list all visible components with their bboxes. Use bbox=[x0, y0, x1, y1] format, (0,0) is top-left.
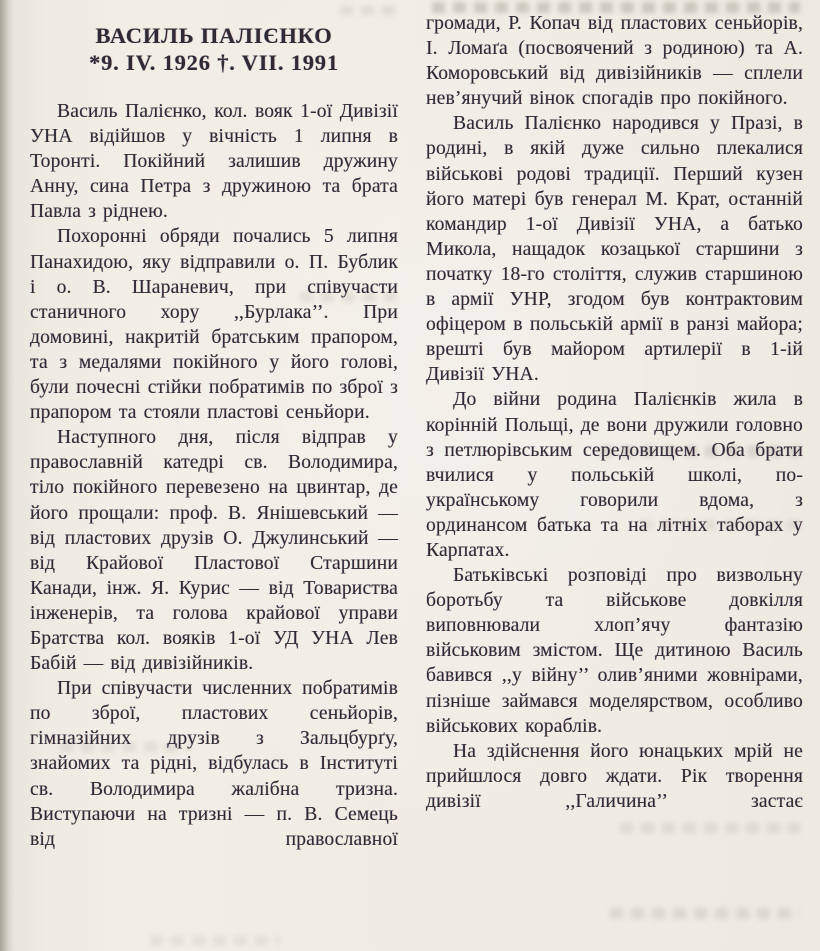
paragraph: При співучасти численних побратимів по зброї, пластових сеньйорів, гімназійних друзів з Зальцбурґу, знайомих та рідні, відбулась в Інституті св. Володимира жалібна тризна. Виступаючи на тризні — п. В. Семець від православної bbox=[30, 678, 398, 850]
paragraph: Василь Палієнко народився у Празі, в родині, в якій дуже сильно плекалися військові родові традиції. Перший кузен його матері був генерал М. Крат, останній командир 1-ої Дивізії УНА, а батько Микола, нащадок козацької старшини з початку 18-го століття, служив старшиною в армії УНР, згодом був контрактовим офіцером в польській армії в ранзі майора; врешті був майором артилерії в 1-ій Дивізії УНА. bbox=[426, 113, 803, 386]
paragraph: До війни родина Палієнків жила в корінній Польщі, де вони дружили головно з петлюрівським середовищем. Оба брати вчилися у польській школі, по-українському говорили вдома, з ординансом батька та на літніх таборах у Карпатах. bbox=[426, 389, 803, 561]
right-column-text bbox=[426, 11, 803, 814]
paragraph: На здійснення його юнацьких мрій не прийшлося довго ждати. Рік творення дивізії ,,Галичина’’ застає bbox=[426, 740, 803, 812]
deceased-name: ВАСИЛЬ ПАЛІЄНКО bbox=[95, 23, 333, 48]
right-column bbox=[426, 11, 803, 814]
page-spine-shadow bbox=[0, 0, 14, 951]
bleed-through-artifact bbox=[620, 823, 800, 833]
paragraph: Наступного дня, після відправ у православній катедрі св. Володимира, тіло покійного перевезено на цвинтар, де його прощали: проф. В. Янішевський — від пластових друзів О. Джулинський — від Крайової Пластової Старшини Канади, інж. Я. Курис — від Товариства інженерів, та голова крайової управи Братства кол. вояків 1-ої УД УНА Лев Бабій — від дивізійників. bbox=[30, 427, 398, 675]
left-column bbox=[30, 22, 398, 852]
left-column-text bbox=[30, 99, 398, 852]
bleed-through-artifact bbox=[340, 6, 398, 15]
paragraph: Василь Палієнко, кол. вояк 1-ої Дивізії УНА відійшов у вічність 1 липня в Торонті. Покійний залишив дружину Анну, сина Петра з дружиною та брата Павла з ріднею. bbox=[30, 101, 398, 223]
paragraph: громади, Р. Копач від пластових сеньйорів, І. Ломаґа (посвоячений з родиною) та А. Коморовський від дивізійників — сплели нев’янучий вінок спогадів про покійного. bbox=[426, 13, 803, 110]
life-dates: *9. IV. 1926 †. VII. 1991 bbox=[89, 50, 339, 75]
paragraph: Похоронні обряди почались 5 липня Панахидою, яку відправили о. П. Бублик і о. В. Шараневич, при співучасти станичного хору ,,Бурлака’’. При домовині, накритій братським прапором, та з медалями покійного у його голові, були почесні стійки побратимів по зброї з прапором та стояли пластові сеньйори. bbox=[30, 226, 398, 424]
bleed-through-artifact bbox=[610, 908, 800, 919]
bleed-through-artifact bbox=[150, 936, 280, 945]
paragraph: Батьківські розповіді про визвольну боротьбу та військове довкілля виповнювали хлоп’ячу фантазію військовим змістом. Ще дитиною Василь бавився ,,у війну’’ олив’яними жовнірами, пізніше займався моделярством, особливо військових кораблів. bbox=[426, 565, 803, 737]
obituary-header bbox=[30, 22, 398, 76]
